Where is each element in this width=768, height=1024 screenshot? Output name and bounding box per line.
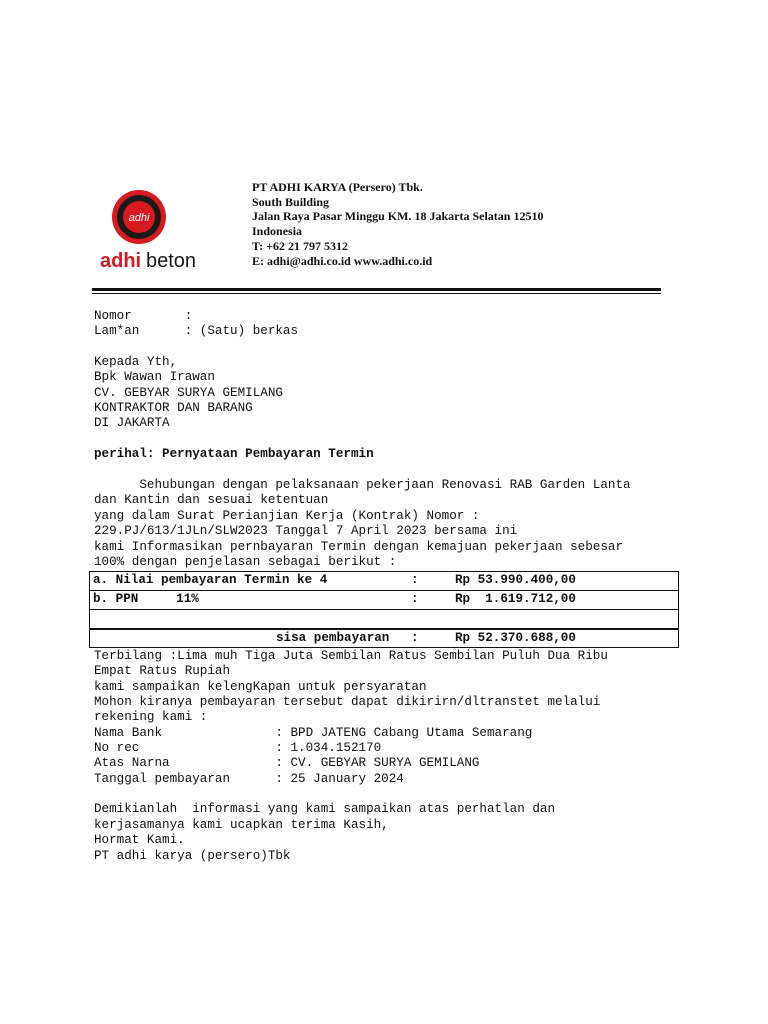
logo-badge-text: adhi bbox=[128, 212, 150, 224]
recipient-line: DI JAKARTA bbox=[94, 416, 170, 430]
company-address: Jalan Raya Pasar Minggu KM. 18 Jakarta Selatan 12510 bbox=[252, 209, 544, 224]
table-row-empty bbox=[89, 609, 679, 628]
account-number-line: No rec : 1.034.152170 bbox=[94, 741, 382, 755]
terbilang-line: Terbilang :Lima muh Tiga Juta Sembilan Ratus Sembilan Puluh Dua Ribu bbox=[94, 649, 608, 663]
recipient-line: CV. GEBYAR SURYA GEMILANG bbox=[94, 386, 283, 400]
body-line: yang dalam Surat Perianjian Kerja (Kontrak) Nomor : bbox=[94, 509, 480, 523]
row-separator: : bbox=[411, 592, 419, 606]
recipient-line: Bpk Wawan Irawan bbox=[94, 370, 215, 384]
body-line: dan Kantin dan sesuai ketentuan bbox=[94, 493, 329, 507]
terbilang-line: Empat Ratus Rupiah bbox=[94, 664, 231, 678]
letterhead bbox=[252, 180, 543, 268]
subject-line: perihal: Pernyataan Pembayaran Termin bbox=[94, 447, 374, 461]
body-line: kami Informasikan pernbayaran Termin dengan kemajuan pekerjaan sebesar bbox=[94, 540, 624, 554]
nomor-line: Nomor : bbox=[94, 309, 193, 323]
body-line: kami sampaikan kelengKapan untuk persyaratan bbox=[94, 680, 427, 694]
company-email-web: E: adhi@adhi.co.id www.adhi.co.id bbox=[252, 253, 433, 268]
payment-table bbox=[89, 571, 679, 648]
closing-line: Hormat Kami. bbox=[94, 833, 185, 847]
company-building: South Building bbox=[252, 194, 330, 209]
row-value: Rp 1.619.712,00 bbox=[455, 592, 576, 606]
logo-word-beton: beton bbox=[146, 250, 197, 272]
company-phone: T: +62 21 797 5312 bbox=[252, 238, 348, 253]
bank-name-line: Nama Bank : BPD JATENG Cabang Utama Semarang bbox=[94, 726, 533, 740]
body-line: 100% dengan penjelasan sebagai berikut : bbox=[94, 555, 397, 569]
row-value: Rp 53.990.400,00 bbox=[455, 573, 576, 587]
header-divider-thin bbox=[92, 293, 661, 294]
logo-word-adhi: adhi bbox=[100, 250, 142, 272]
closing-line: kerjasamanya kami ucapkan terima Kasih, bbox=[94, 818, 389, 832]
recipient-line: KONTRAKTOR DAN BARANG bbox=[94, 401, 253, 415]
row-label: a. Nilai pembayaran Termin ke 4 bbox=[93, 573, 328, 587]
lampiran-line: Lam*an : (Satu) berkas bbox=[94, 324, 299, 338]
header-divider-thick bbox=[92, 288, 661, 291]
body-line: rekening kami : bbox=[94, 710, 208, 724]
recipient-line: Kepada Yth, bbox=[94, 355, 178, 369]
account-holder-line: Atas Narna : CV. GEBYAR SURYA GEMILANG bbox=[94, 756, 480, 770]
payment-date-line: Tanggal pembayaran : 25 January 2024 bbox=[94, 772, 404, 786]
row-value: Rp 52.370.688,00 bbox=[455, 631, 576, 645]
body-line: Sehubungan dengan pelaksanaan pekerjaan Renovasi RAB Garden Lanta bbox=[94, 478, 631, 492]
row-label: b. PPN 11% bbox=[93, 592, 199, 606]
table-row bbox=[89, 571, 679, 590]
signatory-line: PT adhi karya (persero)Tbk bbox=[94, 849, 291, 863]
closing-line: Demikianlah informasi yang kami sampaikan atas perhatlan dan bbox=[94, 802, 556, 816]
table-row bbox=[89, 590, 679, 609]
row-label: sisa pembayaran bbox=[276, 631, 390, 645]
row-separator: : bbox=[411, 631, 419, 645]
company-name: PT ADHI KARYA (Persero) Tbk. bbox=[252, 180, 423, 194]
row-separator: : bbox=[411, 573, 419, 587]
table-row-total bbox=[89, 628, 679, 648]
adhi-beton-logo bbox=[98, 178, 204, 274]
body-line: 229.PJ/613/1JLn/SLW2023 Tanggal 7 April 2023 bersama ini bbox=[94, 524, 518, 538]
company-country: Indonesia bbox=[252, 224, 303, 239]
body-line: Mohon kiranya pembayaran tersebut dapat dikirirn/dltranstet melalui bbox=[94, 695, 601, 709]
